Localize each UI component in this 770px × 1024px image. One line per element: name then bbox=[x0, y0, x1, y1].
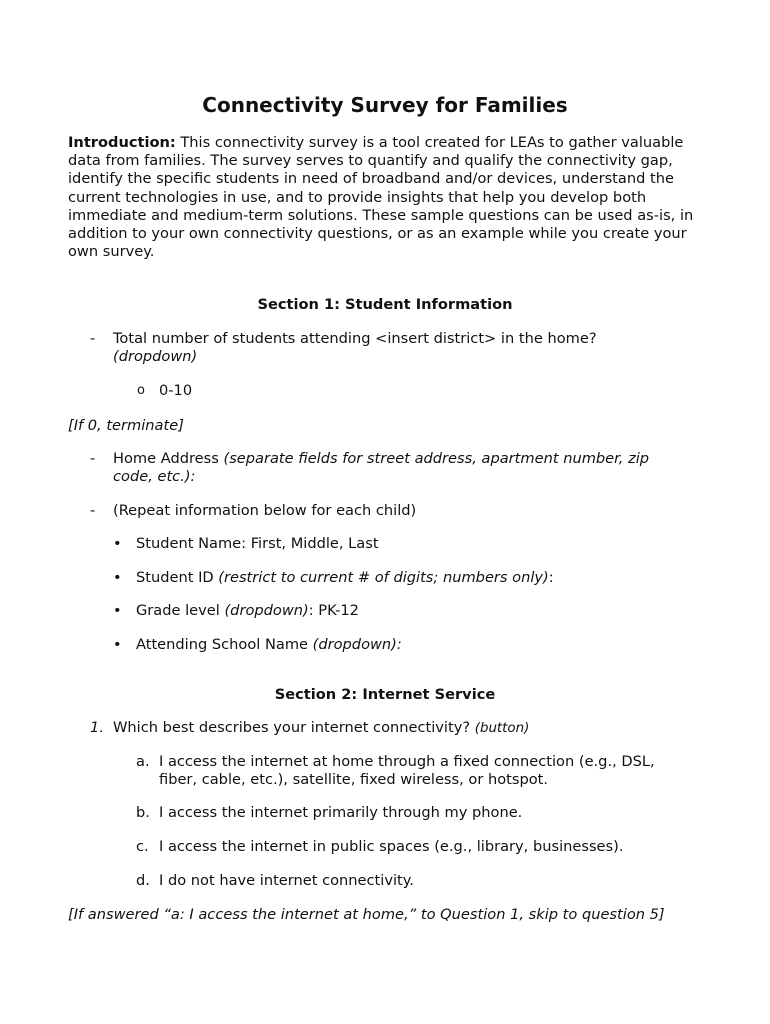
list-dash-marker: - bbox=[90, 330, 96, 347]
list-dash-marker: - bbox=[90, 450, 96, 467]
question-students-count: Total number of students attending <insert district> in the home? bbox=[113, 330, 597, 347]
question-number: 1. bbox=[90, 719, 104, 736]
introduction-label: Introduction: bbox=[68, 134, 176, 151]
section-2-heading: Section 2: Internet Service bbox=[274, 686, 496, 703]
bullet: • bbox=[113, 535, 122, 552]
repeat-instruction: (Repeat information below for each child) bbox=[113, 502, 417, 519]
field-student-id: Student ID (restrict to current # of digits; numbers only): bbox=[136, 569, 554, 586]
question-students-note: (dropdown) bbox=[113, 348, 198, 365]
document-title: Connectivity Survey for Families bbox=[202, 93, 568, 117]
option-marker: o bbox=[137, 383, 145, 398]
field-grade-level: Grade level (dropdown): PK-12 bbox=[136, 602, 359, 619]
answer-b-phone: I access the internet primarily through my phone. bbox=[159, 804, 523, 821]
skip-logic-note: [If answered “a: I access the internet at home,” to Question 1, skip to question 5] bbox=[68, 906, 665, 923]
bullet: • bbox=[113, 602, 122, 619]
introduction-text: This connectivity survey is a tool created for LEAs to gather valuable data from families. The survey serves to quantify and qualify the connectivity gap, identify the specific students in need of broadband and/or devices, understand the current technologies in use, and to provide insights that help you develop both immediate and medium-term solutions. These sample questions can be used as-is, in addition to your own connectivity questions, or as an example while you create your own survey. bbox=[68, 134, 694, 261]
answer-letter: a. bbox=[136, 753, 150, 770]
option-0-10: 0-10 bbox=[159, 382, 193, 399]
section-1-heading: Section 1: Student Information bbox=[257, 296, 513, 313]
list-dash-marker: - bbox=[90, 502, 96, 519]
answer-letter: c. bbox=[136, 838, 149, 855]
question-home-address: Home Address (separate fields for street address, apartment number, zip code, etc.): bbox=[113, 450, 650, 485]
introduction-paragraph bbox=[68, 134, 708, 261]
field-student-name: Student Name: First, Middle, Last bbox=[136, 535, 379, 552]
answer-d-no-connectivity: I do not have internet connectivity. bbox=[159, 872, 414, 889]
terminate-note: [If 0, terminate] bbox=[68, 417, 184, 434]
answer-letter: d. bbox=[136, 872, 150, 889]
answer-letter: b. bbox=[136, 804, 150, 821]
bullet: • bbox=[113, 569, 122, 586]
bullet: • bbox=[113, 636, 122, 653]
question-1-connectivity: Which best describes your internet connectivity? (button) bbox=[113, 719, 530, 736]
answer-a-fixed-connection: I access the internet at home through a fixed connection (e.g., DSL, fiber, cable, etc.), satellite, fixed wireless, or hotspot. bbox=[159, 753, 655, 788]
answer-c-public-spaces: I access the internet in public spaces (e.g., library, businesses). bbox=[159, 838, 624, 855]
field-school-name: Attending School Name (dropdown): bbox=[136, 636, 402, 653]
